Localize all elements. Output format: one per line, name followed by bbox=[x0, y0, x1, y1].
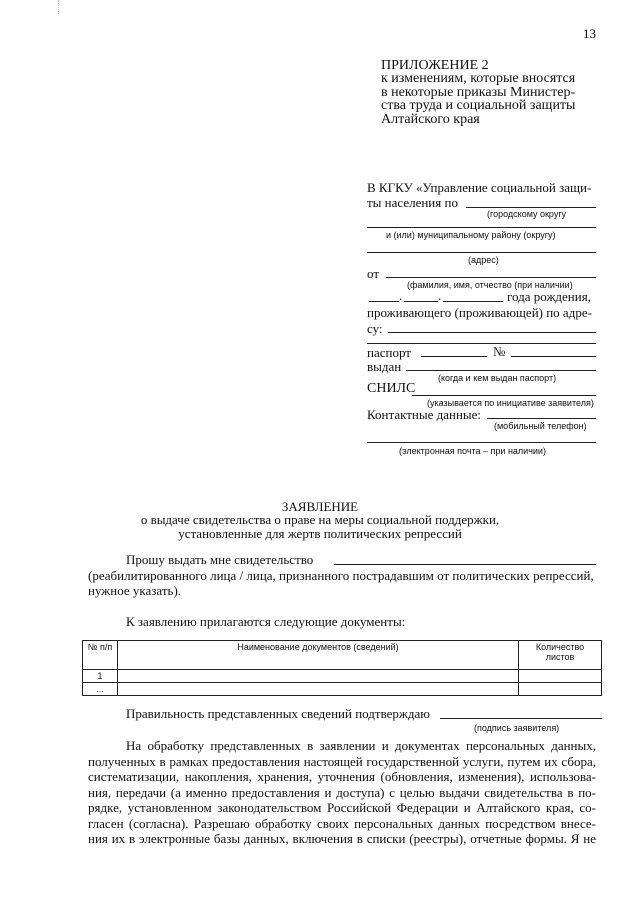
email-line bbox=[367, 442, 596, 443]
snils-line bbox=[412, 395, 596, 396]
table-cell: 1 bbox=[83, 670, 118, 683]
appendix-line: в некоторые приказы Министер- bbox=[381, 84, 576, 100]
issued-line bbox=[406, 370, 596, 371]
addressee-line1: В КГКУ «Управление социальной защи- bbox=[367, 180, 592, 195]
appendix-text bbox=[381, 72, 575, 126]
consent-paragraph bbox=[88, 738, 596, 847]
consent-line: На обработку представленных в заявлении и документах персональных данных, bbox=[126, 738, 596, 753]
table-cell bbox=[519, 670, 602, 683]
hint-snils: (указывается по инициативе заявителя) bbox=[427, 398, 594, 408]
table-header-cell: Наименование документов (сведений) bbox=[118, 641, 519, 670]
birth-dot: . bbox=[438, 288, 442, 303]
request-note-end: нужное указать). bbox=[88, 583, 182, 598]
birth-year-label: года рождения, bbox=[507, 289, 591, 304]
table-cell: ... bbox=[83, 683, 118, 696]
residence-line-2 bbox=[367, 343, 596, 344]
consent-line: систематизации, накопления, хранения, уточнения (обновления, изменения), использова- bbox=[88, 769, 596, 784]
passport-label: паспорт bbox=[367, 345, 411, 360]
birth-year-line bbox=[443, 301, 503, 302]
birth-dot: . bbox=[399, 288, 403, 303]
hint-email: (электронная почта – при наличии) bbox=[399, 446, 546, 456]
appendix-title: ПРИЛОЖЕНИЕ 2 bbox=[381, 58, 489, 73]
certificate-type-line bbox=[334, 564, 596, 565]
table-cell bbox=[519, 683, 602, 696]
page-number: 13 bbox=[583, 26, 596, 41]
contacts-label: Контактные данные: bbox=[367, 407, 482, 422]
fio-line bbox=[386, 277, 596, 278]
table-header-cell: Количество листов bbox=[519, 641, 602, 670]
district-line bbox=[367, 227, 596, 228]
statement-subtitle-1: о выдаче свидетельства о праве на меры социальной поддержки, bbox=[140, 512, 500, 527]
addressee-line2: ты населения по bbox=[367, 195, 458, 210]
birth-day-line bbox=[369, 301, 399, 302]
issued-label: выдан bbox=[367, 359, 402, 374]
statement-subtitle-2: установленные для жертв политических репрессий bbox=[178, 526, 462, 541]
table-row bbox=[83, 670, 602, 683]
residing-label-cont: су: bbox=[367, 321, 383, 336]
passport-series-line bbox=[421, 356, 487, 357]
hint-fio: (фамилия, имя, отчество (при наличии) bbox=[407, 280, 573, 290]
consent-line: полученных в рамках предоставления настоящей государственной услуги, путем их сбора, bbox=[88, 753, 596, 769]
confirm-text: Правильность представленных сведений подтверждаю bbox=[126, 706, 430, 721]
table-header-row bbox=[83, 641, 602, 670]
statement-title: ЗАЯВЛЕНИЕ bbox=[281, 499, 359, 514]
passport-number-line bbox=[511, 356, 596, 357]
page-edge-mark bbox=[58, 0, 59, 14]
birth-month-line bbox=[404, 301, 438, 302]
address-line bbox=[367, 252, 596, 253]
consent-line: ния, передачи (а именно предоставления и доступа) с целью выдачи свидетельства в по- bbox=[88, 784, 596, 800]
consent-line: гласен (согласна). Разрешаю обработку своих персональных данных посредством внесе- bbox=[88, 815, 596, 831]
documents-table bbox=[82, 640, 602, 696]
request-note: (реабилитированного лица / лица, признанного пострадавшим от политических репрессий, bbox=[88, 568, 594, 583]
table-cell bbox=[118, 670, 519, 683]
residence-line bbox=[388, 332, 596, 333]
hint-district: и (или) муниципальному району (округу) bbox=[386, 230, 556, 240]
passport-number-label: № bbox=[493, 344, 506, 359]
city-district-line bbox=[466, 207, 596, 208]
from-label: от bbox=[367, 266, 380, 281]
table-row bbox=[83, 683, 602, 696]
table-header-cell: № п/п bbox=[83, 641, 118, 670]
appendix-line: Алтайского края bbox=[381, 111, 480, 127]
table-cell bbox=[118, 683, 519, 696]
appendix-line: ства труда и социальной защиты bbox=[381, 98, 576, 113]
snils-label: СНИЛС bbox=[367, 381, 416, 396]
signature-line bbox=[440, 718, 602, 719]
hint-issued: (когда и кем выдан паспорт) bbox=[438, 373, 557, 383]
hint-phone: (мобильный телефон) bbox=[494, 421, 587, 431]
appendix-line: к изменениям, которые вносятся bbox=[381, 71, 576, 86]
phone-line bbox=[487, 418, 596, 419]
hint-city: (городскому округу bbox=[487, 209, 567, 219]
request-line: Прошу выдать мне свидетельство bbox=[126, 552, 314, 567]
attached-docs-label: К заявлению прилагаются следующие документы: bbox=[126, 614, 406, 629]
hint-address: (адрес) bbox=[468, 255, 499, 265]
consent-line: рядке, установленном законодательством Российской Федерации и Алтайского края, со- bbox=[88, 800, 596, 815]
residing-label: проживающего (проживающей) по адре- bbox=[367, 305, 592, 320]
consent-line: ния их в электронные базы данных, включения в списки (реестры), отчетные формы. Я не bbox=[88, 831, 596, 846]
hint-signature: (подпись заявителя) bbox=[474, 723, 560, 733]
